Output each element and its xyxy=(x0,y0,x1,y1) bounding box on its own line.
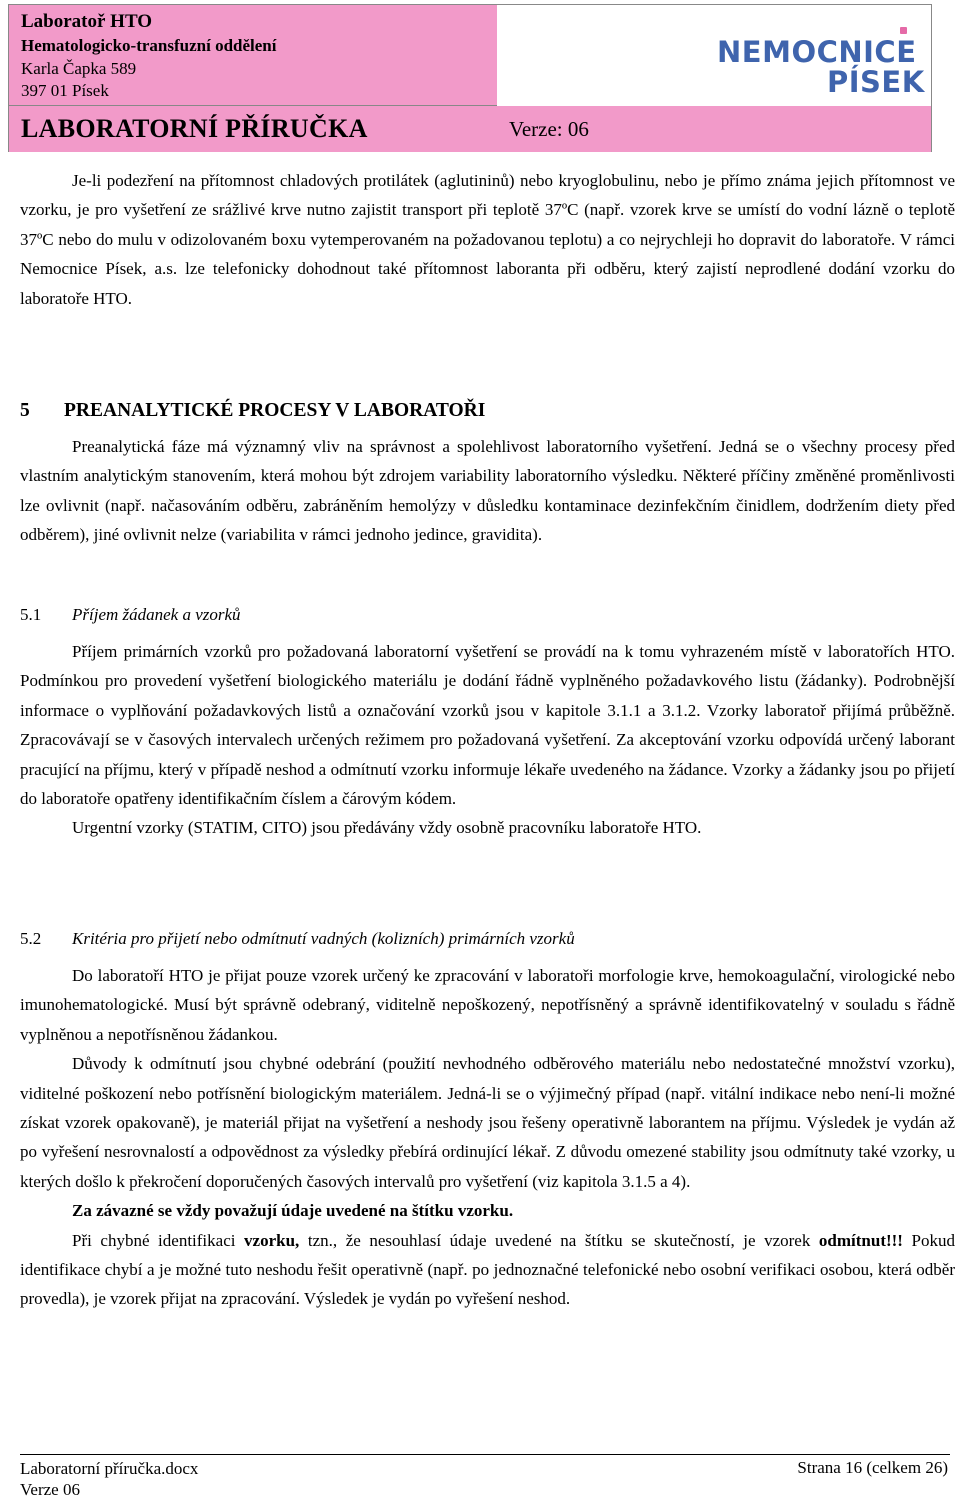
section-5-1-body xyxy=(20,637,955,843)
header-org-name: Laboratoř HTO xyxy=(21,11,153,32)
logo-accent-icon xyxy=(900,27,907,34)
footer-version: Verze 06 xyxy=(20,1480,80,1499)
section-5-2-paragraph-2: Důvody k odmítnutí jsou chybné odebrání (použití nevhodného odběrového materiálu nebo nedostatečné množství vzorku), viditelné poškození nebo potřísnění biologickým materiálem. Jedná-li se o výjimečný případ (např. vitální indikace nebo není-li možné získat vzorek opakovaně), je materiál přijat na vyšetření a neshody jsou řešeny operativně laborantem na příjmu. Výsledek je vydán až po vyřešení nesrovnalostí a odpovědnost za výsledky přebírá ordinující lékař. Z důvodu omezené stability jsou odmítnuty také vzorky, u kterých došlo k překročení doporučených časových intervalů pro vyšetření (viz kapitola 3.1.5 a 4). xyxy=(20,1054,955,1191)
section-5-2-bold-note: Za závazné se vždy považují údaje uvedené na štítku vzorku. xyxy=(72,1201,514,1221)
section-5-1-paragraph-1: Příjem primárních vzorků pro požadovaná laboratorní vyšetření se provádí na k tomu vyhrazeném místě v laboratořích HTO. Podmínkou pro provedení vyšetření biologického materiálu je dodání řádně vyplněného požadavkového listu (žádanky). Podrobnější informace o vyplňování požadavkových listů a označování vzorků jsou v kapitole 3.1.1 a 3.1.2. Vzorky laboratoř přijímá průběžně. Zpracovávají se v časových intervalech určených režimem pro požadovaná vyšetření. Za akceptování vzorku odpovídá určený laborant pracující na příjmu, který v případě neshod a odmítnutí vzorku informuje lékaře uvedeného na žádance. Vzorky a žádanky jsou po přijetí do laboratoře opatřeny identifikačním číslem a čárovým kódem. xyxy=(20,642,955,809)
section-5-1-paragraph-2: Urgentní vzorky (STATIM, CITO) jsou předávány vždy osobně pracovníku laboratoře HTO. xyxy=(72,818,702,838)
section-5-1-title: Příjem žádanek a vzorků xyxy=(72,605,241,624)
p3-part-b: vzorku, xyxy=(244,1230,300,1250)
document-header xyxy=(8,4,932,152)
header-title-row xyxy=(9,105,589,152)
section-5-1-number: 5.1 xyxy=(20,605,42,624)
section-5-2-paragraph-3 xyxy=(20,1226,955,1314)
footer-divider xyxy=(20,1454,950,1455)
header-title-cell xyxy=(9,106,497,152)
header-city: 397 01 Písek xyxy=(21,81,109,100)
section-5-number: 5 xyxy=(20,400,30,421)
document-version: Verze: 06 xyxy=(509,117,589,141)
section-5-2-paragraph-1: Do laboratoří HTO je přijat pouze vzorek určený ke zpracování v laboratoři morfologie krve, hemokoagulační, virologické nebo imunohematologické. Musí být správně odebraný, viditelně nepoškozený, nepotřísněný a správně identifikovatelný v souladu s řádně vyplněnou a nepotřísněnou žádankou. xyxy=(20,966,955,1044)
section-5-2-title: Kritéria pro přijetí nebo odmítnutí vadných (kolizních) primárních vzorků xyxy=(72,929,575,948)
p3-part-e: Pokud identifikace chybí a je možné tuto neshodu řešit operativně (např. po jednoznačné telefonické nebo osobní verifikaci osobou, která odběr provedla), je vzorek přijat na zpracování. Výsledek je vydán po vyřešení neshod. xyxy=(20,1230,955,1309)
header-department: Hematologicko-transfuzní oddělení xyxy=(21,36,277,55)
section-5-2-body xyxy=(20,961,955,1314)
hospital-logo xyxy=(497,5,931,105)
document-title: LABORATORNÍ PŘÍRUČKA xyxy=(21,114,368,143)
section-5-title: PREANALYTICKÉ PROCESY V LABORATOŘI xyxy=(64,400,486,421)
footer-filename: Laboratorní příručka.docx xyxy=(20,1459,199,1478)
header-version-cell xyxy=(497,106,931,152)
logo-line2: PÍSEK xyxy=(827,65,925,99)
intro-block xyxy=(20,166,955,313)
intro-paragraph: Je-li podezření na přítomnost chladových protilátek (aglutininů) nebo kryoglobulinu, nebo je přímo známa jejich přítomnost ve vzorku, je pro vyšetření ze srážlivé krve nutno zajistit transport při teplotě 37ºC (např. vzorek krve se umístí do vodní lázně o teplotě 37ºC nebo do mulu v odizolovaném boxu vytemperovaném na požadovanou teplotu) a co nejrychleji ho dopravit do laboratoře. V rámci Nemocnice Písek, a.s. lze telefonicky dohodnout také přítomnost laboranta při odběru, který zajistí neprodlené dodání vzorku do laboratoře HTO. xyxy=(20,171,955,308)
section-5-body xyxy=(20,432,955,550)
footer-page-number: Strana 16 (celkem 26) xyxy=(797,1458,948,1477)
section-5-1-heading xyxy=(20,605,241,625)
section-5-paragraph: Preanalytická fáze má významný vliv na správnost a spolehlivost laboratorního vyšetření. Jedná se o všechny procesy před vlastním analytickým stanovením, která mohou být zdrojem variability laboratorního výsledku. Některé příčiny změněné proměnlivosti lze ovlivnit (např. načasováním odběru, zabráněním hemolýzy v důsledku kontaminace dezinfekčním činidlem, dodržením diety před odběrem), jiné ovlivnit nelze (variabilita v rámci jednoho jedince, gravidita). xyxy=(20,437,955,545)
header-address-block xyxy=(9,5,497,105)
section-5-2-heading xyxy=(20,929,575,949)
section-5-2-number: 5.2 xyxy=(20,929,42,948)
section-5-heading xyxy=(20,400,485,422)
p3-part-c: tzn., že nesouhlasí údaje uvedené na štítku se skutečností, je vzorek xyxy=(299,1230,819,1250)
p3-part-d: odmítnut!!! xyxy=(818,1230,903,1250)
footer-left xyxy=(20,1458,198,1500)
header-street: Karla Čapka 589 xyxy=(21,59,137,78)
p3-part-a: Při chybné identifikaci xyxy=(72,1230,245,1250)
logo-line1: NEMOCNICE xyxy=(717,35,917,69)
